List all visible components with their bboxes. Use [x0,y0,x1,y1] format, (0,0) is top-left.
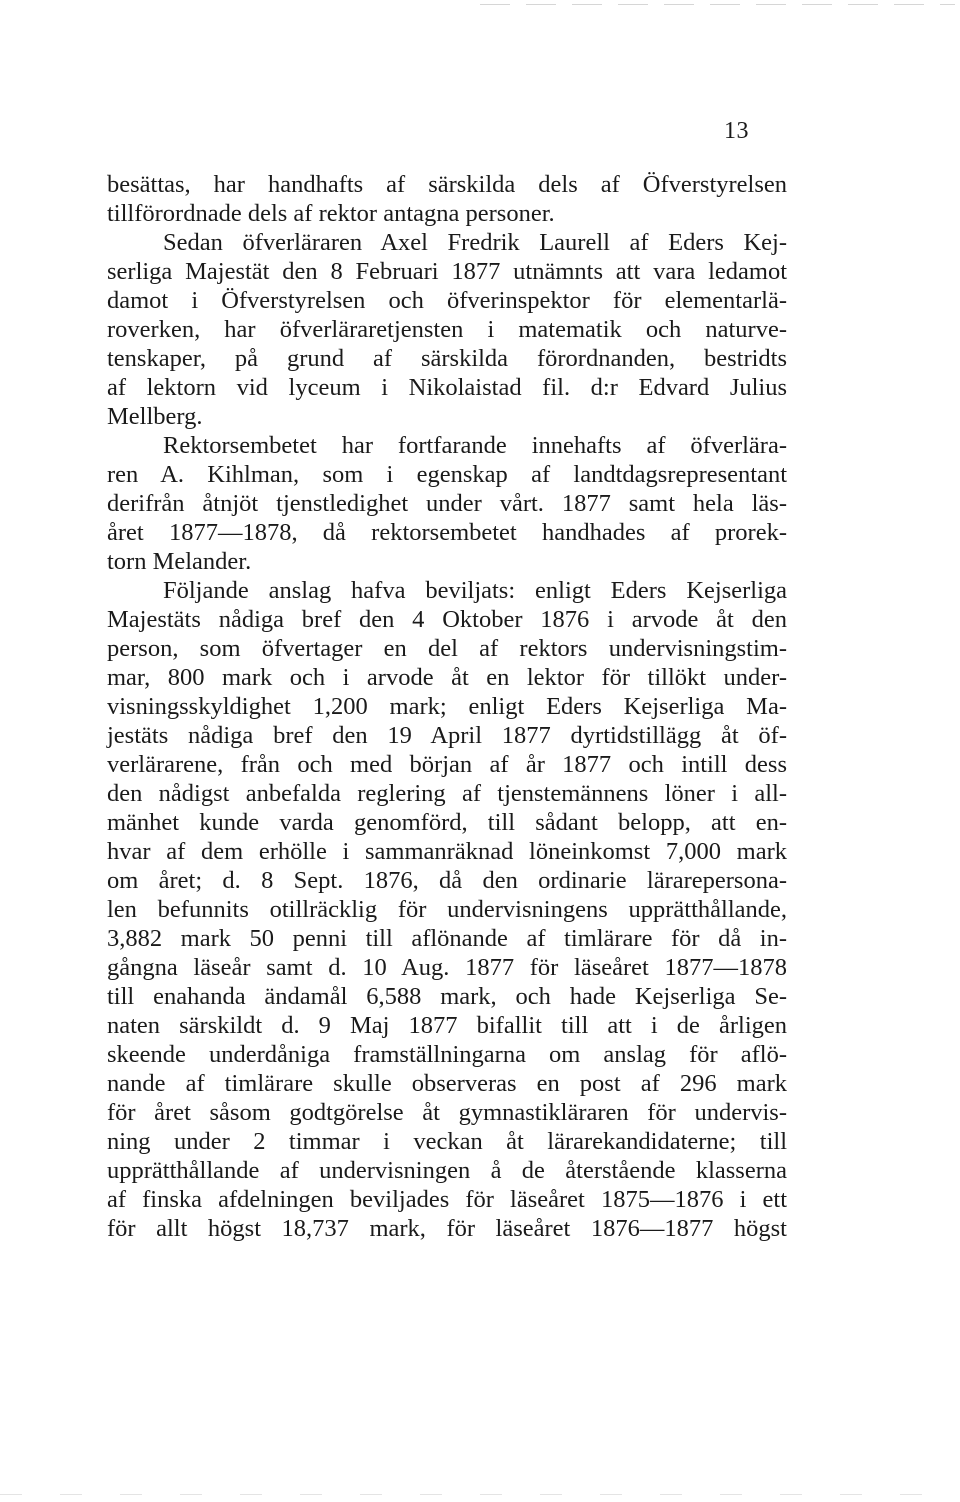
text-line: Mellberg. [107,403,203,430]
page-number: 13 [724,118,749,144]
text-line: Majestäts nådiga bref den 4 Oktober 1876 i arvode åt den [107,606,787,633]
scan-edge-artifact-top [480,4,955,5]
text-line: nande af timlärare skulle observeras en post af 296 mark [107,1070,787,1097]
text-line: tillförordnade dels af rektor antagna personer. [107,200,555,227]
text-line: tenskaper, på grund af särskilda förordnanden, bestridts [107,345,787,372]
text-line: ning under 2 timmar i veckan åt lärarekandidaterne; till [107,1128,787,1155]
text-line: jestäts nådiga bref den 19 April 1877 dyrtidstillägg åt öf- [107,722,787,749]
text-line: om året; d. 8 Sept. 1876, då den ordinarie lärarepersona- [107,867,787,894]
text-line: visningsskyldighet 1,200 mark; enligt Eders Kejserliga Ma- [107,693,787,720]
text-line: den nådigst anbefalda reglering af tjenstemännens löner i all- [107,780,787,807]
text-line: besättas, har handhafts af särskilda dels af Öfverstyrelsen [107,171,787,198]
text-line: mänhet kunde varda genomförd, till sådant belopp, att en- [107,809,787,836]
text-line: gångna läseår samt d. 10 Aug. 1877 för läseåret 1877—1878 [107,954,787,981]
text-line: ren A. Kihlman, som i egenskap af landtdagsrepresentant [107,461,787,488]
text-line: året 1877—1878, då rektorsembetet handhades af prorek- [107,519,787,546]
text-line: af finska afdelningen beviljades för läseåret 1875—1876 i ett [107,1186,787,1213]
text-line: naten särskildt d. 9 Maj 1877 bifallit till att i de årligen [107,1012,787,1039]
text-line: damot i Öfverstyrelsen och öfverinspektor för elementarlä- [107,287,787,314]
scan-edge-artifact-bottom [0,1494,960,1495]
text-line: len befunnits otillräcklig för undervisningens upprätthållande, [107,896,787,923]
text-line: Rektorsembetet har fortfarande innehafts af öfverlära- [163,432,787,459]
text-line: Följande anslag hafva beviljats: enligt Eders Kejserliga [163,577,787,604]
text-line: hvar af dem erhölle i sammanräknad löneinkomst 7,000 mark [107,838,787,865]
text-line: upprätthållande af undervisningen å de återstående klasserna [107,1157,787,1184]
text-line: Sedan öfverläraren Axel Fredrik Laurell af Eders Kej- [163,229,787,256]
text-line: mar, 800 mark och i arvode åt en lektor för tillökt under- [107,664,787,691]
text-line: derifrån åtnjöt tjenstledighet under vårt. 1877 samt hela läs- [107,490,787,517]
text-line: skeende underdåniga framställningarna om anslag för aflö- [107,1041,787,1068]
text-line: för året såsom godtgörelse åt gymnastikläraren för undervis- [107,1099,787,1126]
text-line: till enahanda ändamål 6,588 mark, och hade Kejserliga Se- [107,983,787,1010]
body-text [107,170,787,1243]
text-line: 3,882 mark 50 penni till aflönande af timlärare för då in- [107,925,787,952]
text-line: för allt högst 18,737 mark, för läseåret 1876—1877 högst [107,1215,787,1242]
text-line: person, som öfvertager en del af rektors undervisningstim- [107,635,787,662]
text-line: af lektorn vid lyceum i Nikolaistad fil. d:r Edvard Julius [107,374,787,401]
text-line: verlärarene, från och med början af år 1877 och intill dess [107,751,787,778]
text-line: torn Melander. [107,548,252,575]
text-line: roverken, har öfverläraretjensten i matematik och naturve- [107,316,787,343]
text-line: serliga Majestät den 8 Februari 1877 utnämnts att vara ledamot [107,258,787,285]
